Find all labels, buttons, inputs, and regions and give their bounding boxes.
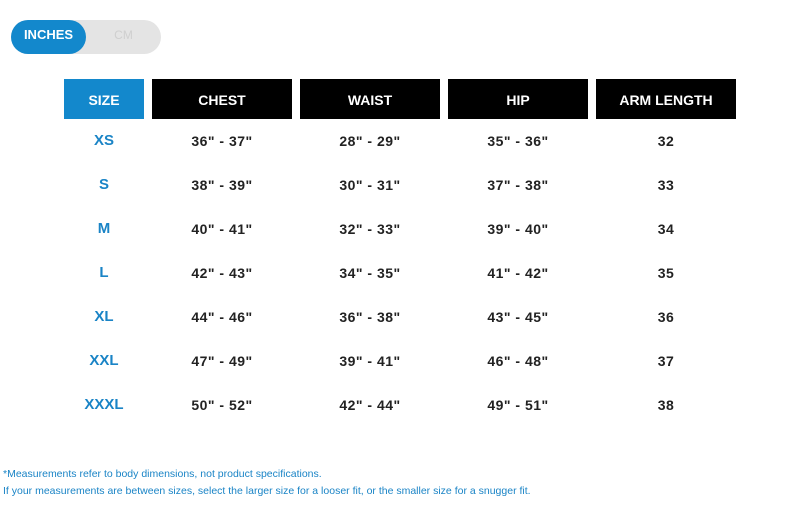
note-measurements: *Measurements refer to body dimensions, not product specifications. [3,468,322,480]
cell-hip: 46" - 48" [487,353,549,369]
cell-size: XS [93,132,114,149]
table-row [64,383,736,427]
cell-chest: 42" - 43" [191,265,253,281]
header-chest: CHEST [152,79,292,119]
cell-arm-length: 32 [657,133,675,149]
cell-hip: 41" - 42" [487,265,549,281]
cell-hip: 37" - 38" [487,177,549,193]
table-row [64,339,736,383]
note-fit-advice: If your measurements are between sizes, select the larger size for a looser fit, or the smaller size for a snugger fit. [3,485,531,497]
table-header-row [64,79,736,119]
cell-hip: 43" - 45" [487,309,549,325]
cell-waist: 28" - 29" [339,133,401,149]
cell-arm-length: 35 [657,265,675,281]
cell-size: XXXL [84,396,124,413]
cell-arm-length: 37 [657,353,675,369]
cell-waist: 30" - 31" [339,177,401,193]
table-row [64,119,736,163]
cell-size: M [97,220,111,237]
footnotes [3,466,531,500]
table-row [64,163,736,207]
cell-size: S [98,176,109,193]
cell-arm-length: 34 [657,221,675,237]
cell-arm-length: 36 [657,309,675,325]
header-arm-length: ARM LENGTH [596,79,736,119]
cm-toggle-option[interactable]: CM [114,28,133,42]
cell-hip: 35" - 36" [487,133,549,149]
cell-chest: 50" - 52" [191,397,253,413]
cell-chest: 47" - 49" [191,353,253,369]
cell-waist: 36" - 38" [339,309,401,325]
cell-waist: 39" - 41" [339,353,401,369]
table-row [64,251,736,295]
cell-size: XXL [89,352,119,369]
cell-arm-length: 38 [657,397,675,413]
cell-hip: 49" - 51" [487,397,549,413]
inches-toggle-option[interactable]: INCHES [11,20,86,54]
cell-waist: 42" - 44" [339,397,401,413]
cell-chest: 40" - 41" [191,221,253,237]
cell-waist: 34" - 35" [339,265,401,281]
cell-size: L [99,264,109,281]
table-row [64,295,736,339]
header-hip: HIP [448,79,588,119]
table-body [64,119,736,427]
cell-chest: 44" - 46" [191,309,253,325]
cell-hip: 39" - 40" [487,221,549,237]
cell-waist: 32" - 33" [339,221,401,237]
table-row [64,207,736,251]
header-waist: WAIST [300,79,440,119]
cell-arm-length: 33 [657,177,675,193]
header-size: SIZE [64,79,144,119]
cell-size: XL [94,308,114,325]
size-chart-table [64,79,736,427]
cell-chest: 36" - 37" [191,133,253,149]
cell-chest: 38" - 39" [191,177,253,193]
unit-toggle[interactable] [11,20,161,54]
